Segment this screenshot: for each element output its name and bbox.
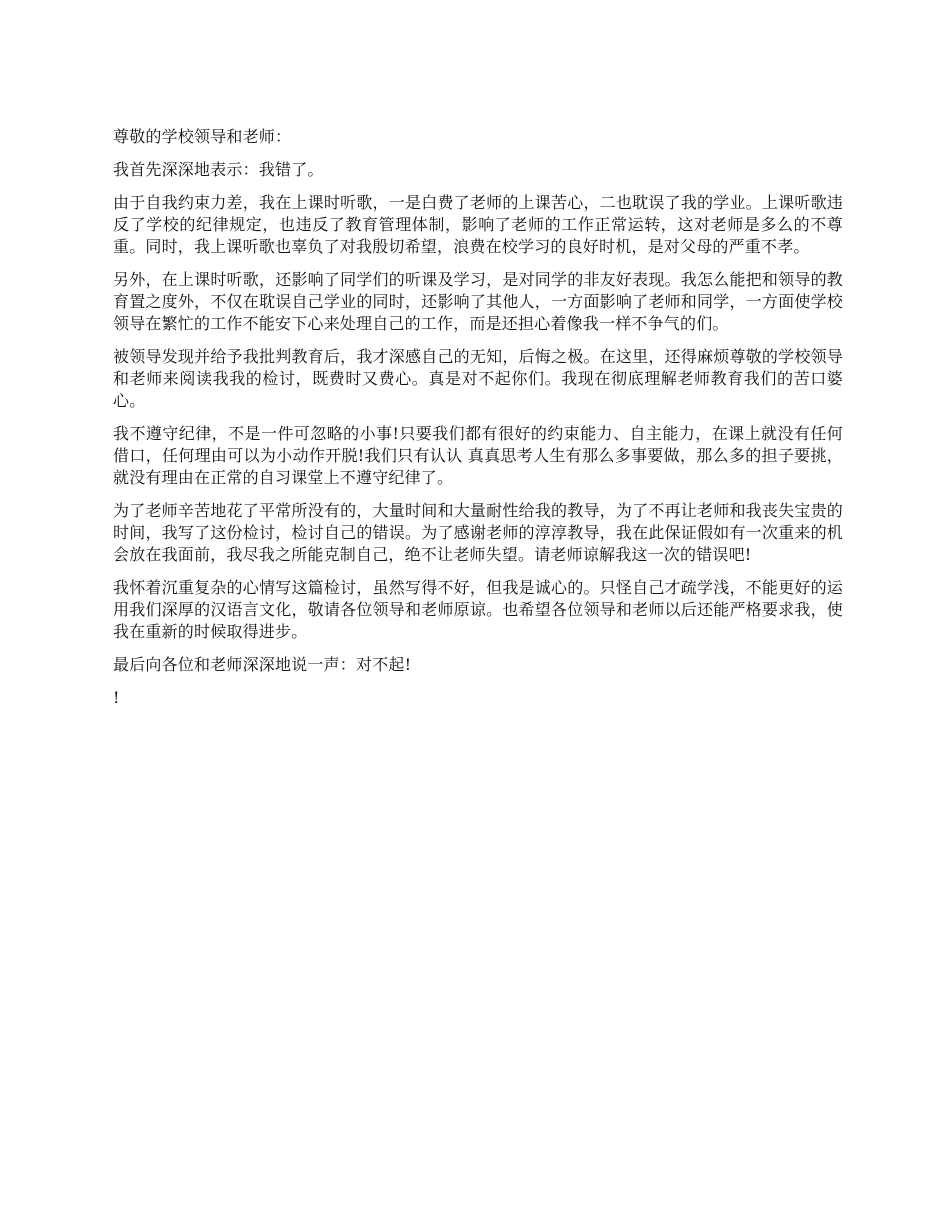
salutation: 尊敬的学校领导和老师：	[113, 127, 292, 146]
paragraph-discipline: 我不遵守纪律，不是一件可忽略的小事!只要我们都有很好的约束能力、自主能力，在课上就没有任何借口，任何理由可以为小动作开脱!我们只有认认 真真思考人生有那么多事要做，那么多的担子要挑，就没有理由在正常的自习课堂上不遵守纪律了。	[113, 424, 843, 487]
paragraph-apology: 我首先深深地表示：我错了。	[113, 160, 324, 179]
paragraph-reason: 由于自我约束力差，我在上课时听歌，一是白费了老师的上课苦心，二也耽误了我的学业。上课听歌违反了学校的纪律规定，也违反了教育管理体制，影响了老师的工作正常运转，这对老师是多么的不尊重。同时，我上课听歌也辜负了对我殷切希望，浪费在校学习的良好时机，是对父母的严重不孝。	[113, 193, 843, 256]
paragraph-end-mark: !	[113, 688, 120, 707]
paragraph-closing: 最后向各位和老师深深地说一声：对不起!	[113, 655, 412, 674]
paragraph-sincerity: 我怀着沉重复杂的心情写这篇检讨，虽然写得不好，但我是诚心的。只怪自己才疏学浅，不能更好的运用我们深厚的汉语言文化，敬请各位领导和老师原谅。也希望各位领导和老师以后还能严格要求我，使我在重新的时候取得进步。	[113, 578, 843, 641]
document-body	[113, 126, 843, 720]
paragraph-reflection: 被领导发现并给予我批判教育后，我才深感自己的无知，后悔之极。在这里，还得麻烦尊敬的学校领导和老师来阅读我我的检讨，既费时又费心。真是对不起你们。我现在彻底理解老师教育我们的苦口婆心。	[113, 347, 843, 410]
paragraph-impact: 另外，在上课时听歌，还影响了同学们的听课及学习，是对同学的非友好表现。我怎么能把和领导的教育置之度外，不仅在耽误自己学业的同时，还影响了其他人，一方面影响了老师和同学，一方面使学校领导在繁忙的工作不能安下心来处理自己的工作，而是还担心着像我一样不争气的们。	[113, 270, 843, 333]
paragraph-promise: 为了老师辛苦地花了平常所没有的，大量时间和大量耐性给我的教导，为了不再让老师和我丧失宝贵的时间，我写了这份检讨，检讨自己的错误。为了感谢老师的淳淳教导，我在此保证假如有一次重来的机会放在我面前，我尽我之所能克制自己，绝不让老师失望。请老师谅解我这一次的错误吧!	[113, 501, 843, 564]
